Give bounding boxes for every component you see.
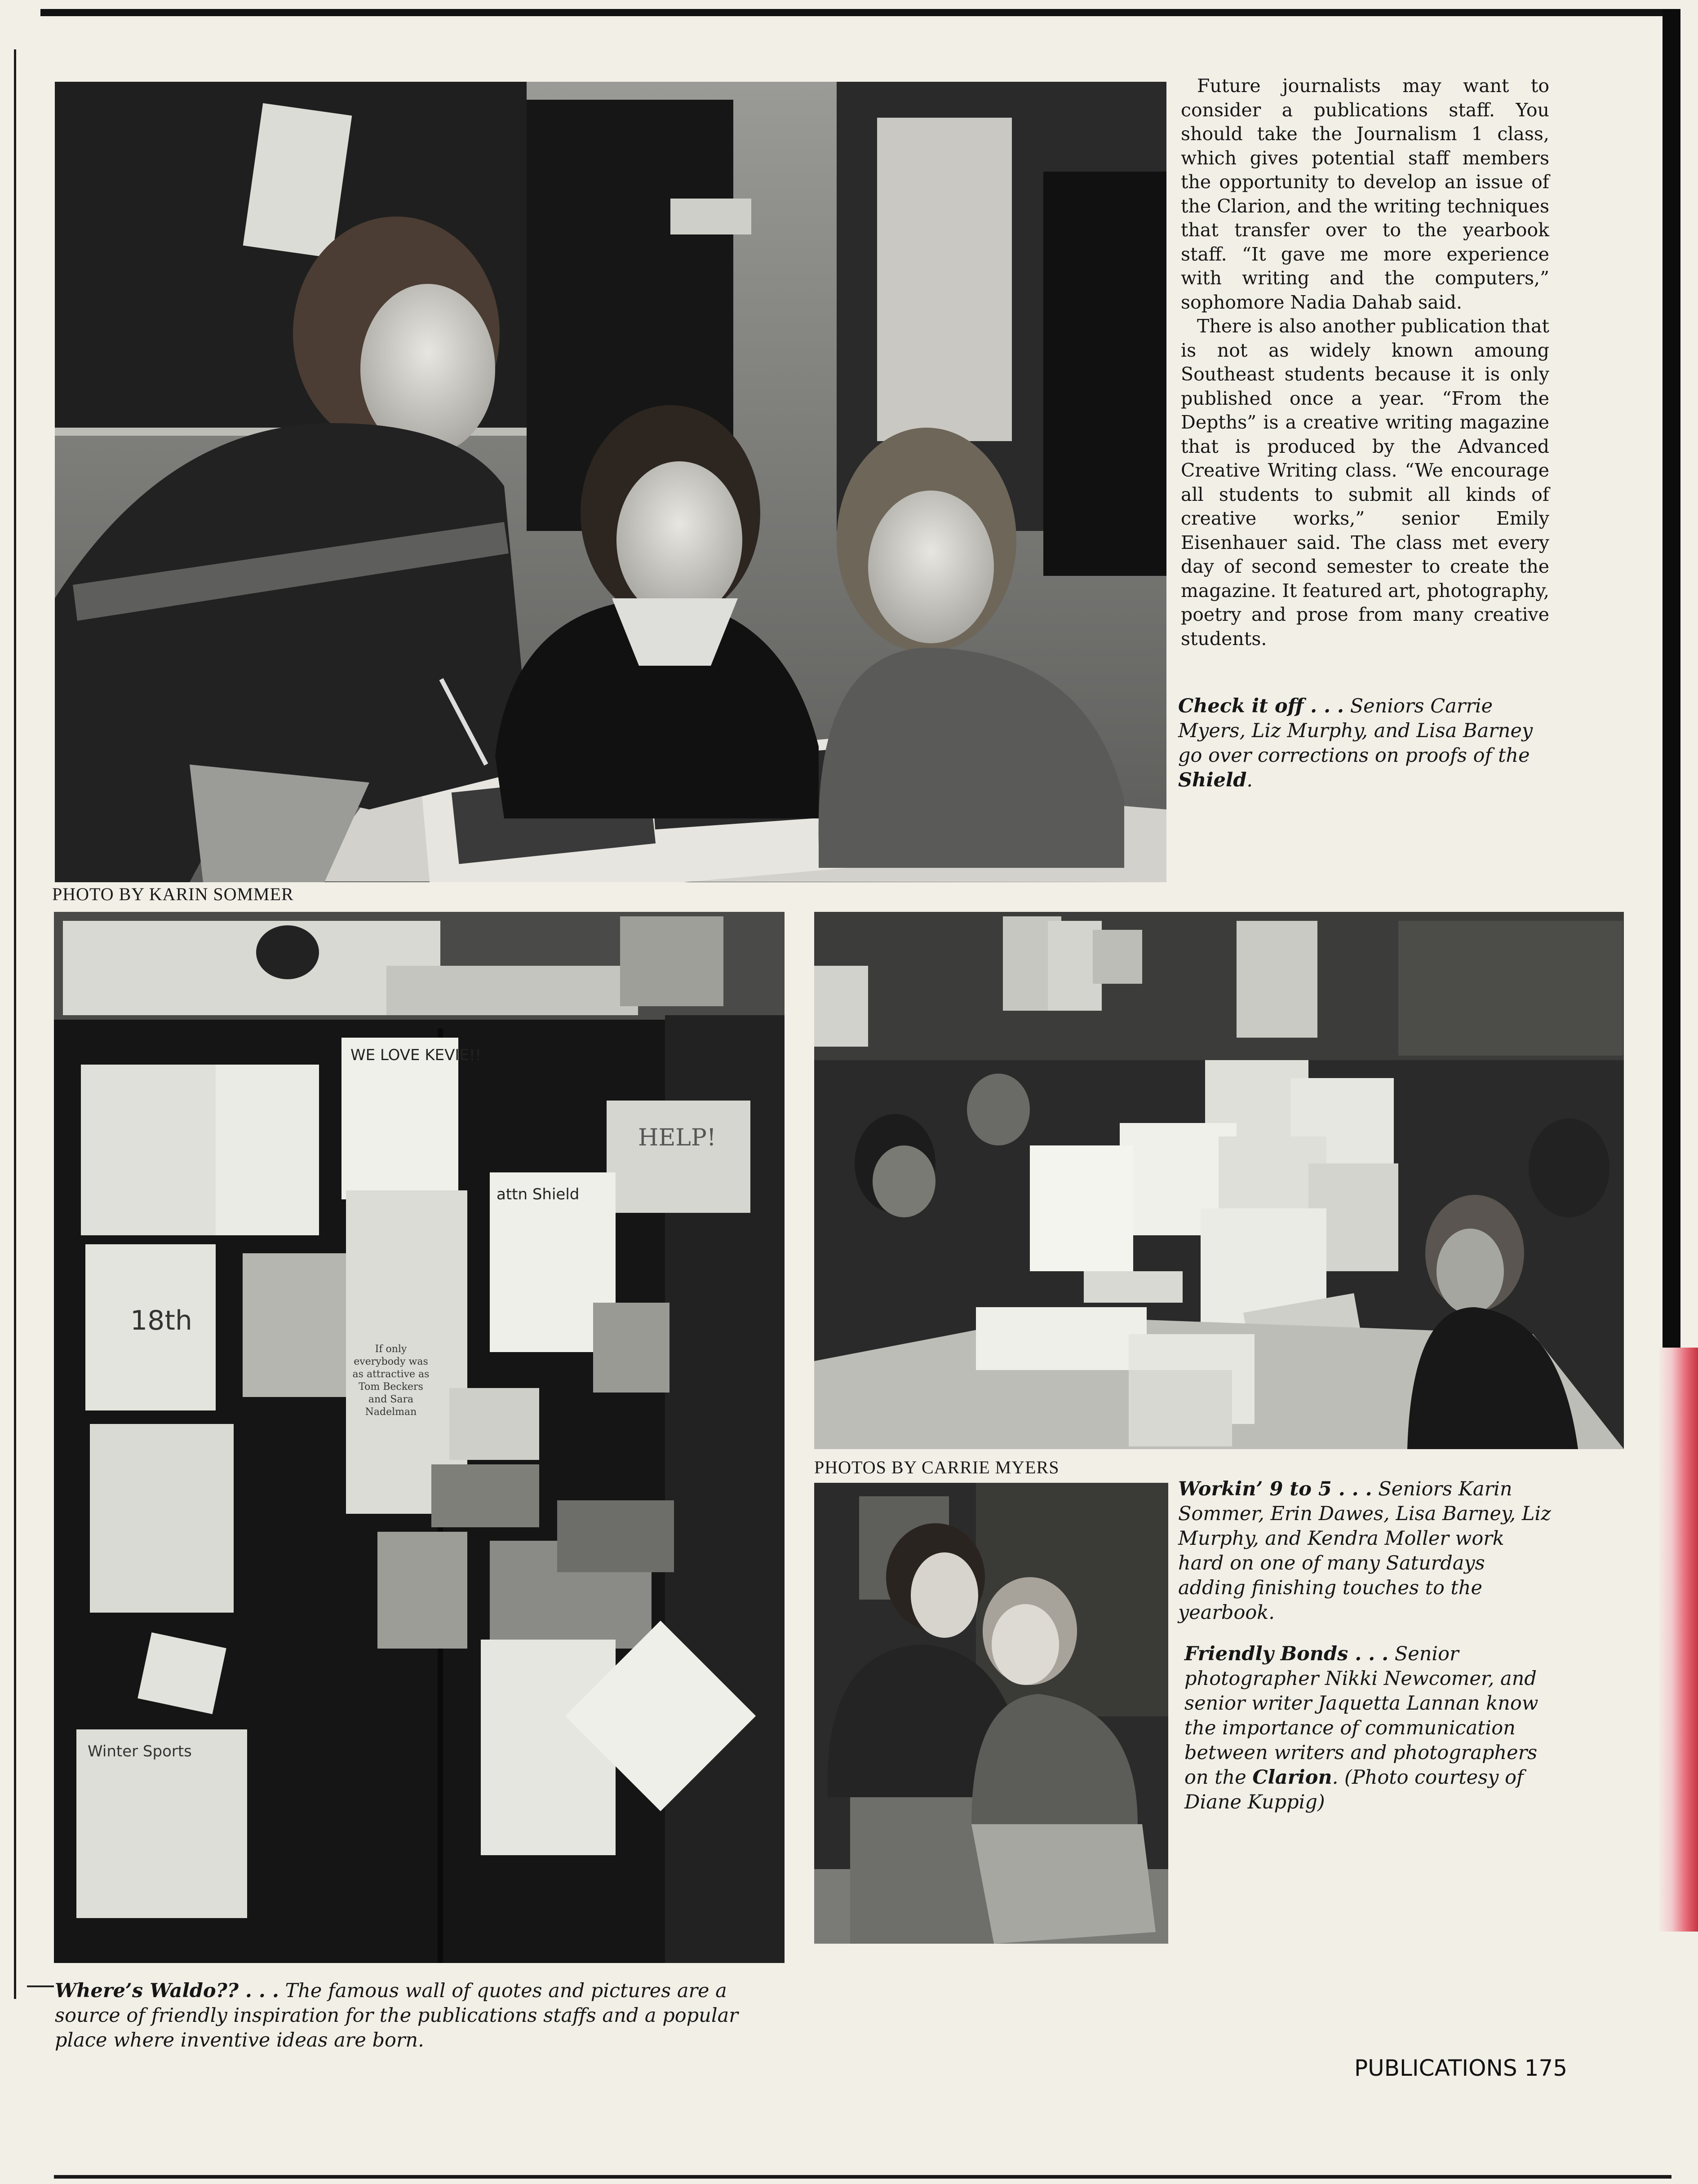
photo-computer-lab-image <box>814 912 1624 1449</box>
caption-friendly-lead: Friendly Bonds . . . <box>1184 1643 1389 1665</box>
left-margin-line <box>0 49 16 1999</box>
caption-waldo-lead: Where’s Waldo?? . . . <box>55 1980 279 2002</box>
photo-proof-review-image <box>55 82 1166 882</box>
caption-friendly-text: Senior photographer Nikki Newcomer, and senior writer Jaquetta Lannan know the importance of communication between writers and photographers on the <box>1184 1643 1538 1789</box>
article-paragraph-2: There is also another publication that is not as widely known amoung Southeast students because it is only published once a year. “From the Depths” is a creative writing magazine that is produced by the Advanced Creative Writing class. “We encourage all students to submit all kinds of creative works,” senior Emily Eisenhauer said. The class met every day of second semester to create the magazine. It featured art, photography, poetry and prose from many creative students. <box>1181 315 1549 650</box>
caption-wheres-waldo <box>55 1979 792 2053</box>
caption-workin-lead: Workin’ 9 to 5 . . . <box>1178 1478 1372 1500</box>
wall-note-quote-box <box>350 1343 431 1505</box>
wall-note-quote: If only everybody was as attractive as Tom Beckers and Sara Nadelman <box>352 1344 430 1418</box>
caption-check-bold: Shield <box>1178 769 1247 791</box>
photo-friendly-bonds <box>814 1483 1168 1944</box>
photo-wall-of-quotes <box>54 912 785 1963</box>
caption-workin-text: Seniors Karin Sommer, Erin Dawes, Lisa Barney, Liz Murphy, and Kendra Moller work hard on one of many Saturdays adding finishing touches to the yearbook. <box>1178 1478 1551 1624</box>
article-paragraph-1: Future journalists may want to consider a publications staff. You should take the Journalism 1 class, which gives potential staff members the opportunity to develop an issue of the Clarion, and the writing techniques that transfer over to the yearbook staff. “It gave me more experience with writing and the computers,” sophomore Nadia Dahab said. <box>1181 75 1549 313</box>
binding-edge-red <box>1658 1348 1698 1932</box>
article-body <box>1181 74 1549 651</box>
photo-friendly-bonds-image <box>814 1483 1168 1944</box>
caption-friendly-end: . (Photo courtesy of Diane Kuppig) <box>1184 1766 1524 1813</box>
caption-friendly-bold: Clarion <box>1252 1766 1332 1789</box>
wall-note-sports: Winter Sports <box>88 1742 192 1760</box>
top-rule <box>40 9 1676 16</box>
caption-check-text: Seniors Carrie Myers, Liz Murphy, and Lisa Barney go over corrections on proofs of the <box>1178 695 1533 767</box>
caption-friendly-bonds <box>1184 1642 1553 1815</box>
caption-check-it-off <box>1178 694 1551 793</box>
binding-edge <box>1663 9 1680 1348</box>
left-margin-notch <box>27 1985 54 1987</box>
photo-credit-karin: PHOTO BY KARIN SOMMER <box>52 884 294 904</box>
wall-note-shield: attn Shield <box>497 1185 580 1203</box>
photo-credit-carrie: PHOTOS BY CARRIE MYERS <box>814 1457 1060 1477</box>
caption-workin <box>1178 1477 1551 1625</box>
caption-check-end: . <box>1246 769 1253 791</box>
photo-proof-review <box>55 82 1166 882</box>
caption-waldo-text: The famous wall of quotes and pictures are a source of friendly inspiration for the publications staffs and a popular place where inventive ideas are born. <box>55 1980 738 2051</box>
photo-computer-lab <box>814 912 1624 1449</box>
page-folio: PUBLICATIONS 175 <box>1354 2055 1567 2081</box>
wall-note-help: HELP! <box>638 1124 716 1151</box>
caption-check-lead: Check it off . . . <box>1178 695 1344 717</box>
wall-note-love: WE LOVE KEVIE!! <box>350 1046 482 1064</box>
wall-note-date: 18th <box>130 1305 192 1336</box>
bottom-rule <box>54 2175 1671 2179</box>
photo-wall-of-quotes-image <box>54 912 785 1963</box>
